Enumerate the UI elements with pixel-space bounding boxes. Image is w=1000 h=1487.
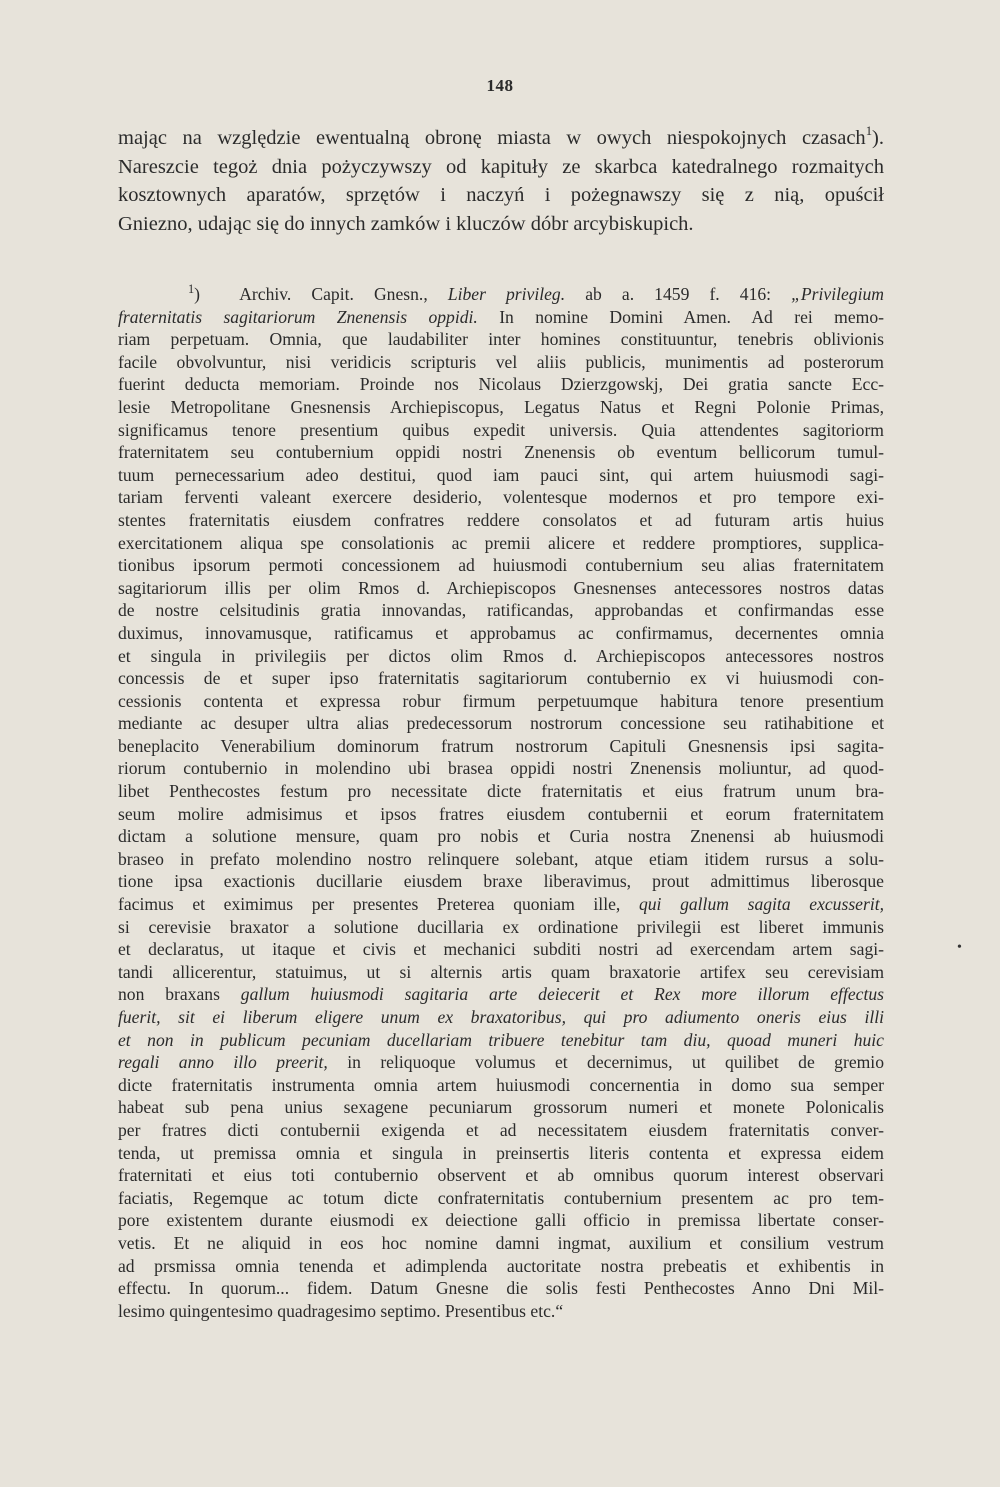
footnote-line: fuerint deducta memoriam. Proinde nos Nicolaus Dzierzgowskj, Dei gratia sancte Ecc- (118, 374, 884, 395)
footnote-line (118, 306, 884, 329)
footnote-line (118, 1051, 884, 1074)
footnote-line: significamus tenore presentium quibus expedit universis. Quia attendentes sagitoriorm (118, 419, 884, 440)
footnote-line-plain: facimus et eximimus per presentes Preterea quoniam ille, (118, 894, 621, 915)
footnote-line-italic: gallum huiusmodi sagitaria arte deiecerit et Rex more illorum effectus (240, 984, 884, 1005)
footnote-line-plain: in reliquoque volumus et decernimus, ut quilibet de gremio (347, 1052, 884, 1073)
footnote-line: ad prsmissa omnia tenenda et adimplenda auctoritate nostra prebeatis et exhibentis in (118, 1255, 884, 1276)
footnote-line (118, 1029, 884, 1052)
footnote-line-italic: qui gallum sagita excusserit, (638, 894, 885, 915)
footnote-line: libet Penthecostes festum pro necessitate dicte fraternitatis et eius fratrum unum bra- (118, 781, 884, 802)
main-text (118, 124, 884, 238)
footnote-source-title: Liber privileg. (447, 284, 566, 304)
page-number: 148 (486, 76, 514, 95)
footnote-line: fraternitati et eius toti contubernio observent et ab omnibus quorum interest observari (118, 1165, 884, 1186)
footnote-line: facile obvolvuntur, nisi veridicis scripturis vel aliis publicis, munimentis ad posterorum (118, 351, 884, 372)
footnote-line: dicte fraternitatis instrumenta omnia artem huiusmodi concernentia in domo sua semper (118, 1074, 884, 1095)
footnote-line: de nostre celsitudinis gratia innovandas, ratificandas, approbandas et confirmandas esse (118, 600, 884, 621)
footnote-line: habeat sub pena unius sexagene pecuniarum grossorum numeri et monete Polonicalis (118, 1097, 884, 1118)
footnote-line: seum molire admisimus et ipsos fratres eiusdem contubernii et eorum fraternitatem (118, 803, 884, 824)
footnote-line: vetis. Et ne aliquid in eos hoc nomine damni ingmat, auxilium et consilium vestrum (118, 1232, 884, 1253)
footnote-marker-tail: ) (194, 284, 201, 304)
footnote-line: tionibus ipsorum permoti concessionem ad huiusmodi contubernium seu alias fraternitatem (118, 555, 884, 576)
footnote-line: exercitationem aliqua spe consolationis ac premii alicere et reddere promptiores, supplica- (118, 532, 884, 553)
footnote-line: et singula in privilegiis per dictos olim Rmos d. Archiepiscopos antecessores nostros (118, 645, 884, 666)
footnote-line (118, 1006, 884, 1029)
footnote-line: stentes fraternitatis eiusdem confratres reddere consolatos et ad futuram artis huius (118, 509, 884, 530)
footnote-line: effectu. In quorum... fidem. Datum Gnesne die solis festi Penthecostes Anno Dni Mil- (118, 1278, 884, 1299)
footnote-line-rest: In nomine Domini Amen. Ad rei memo- (499, 306, 884, 327)
footnote-line (118, 983, 884, 1006)
footnote-line: riam perpetuam. Omnia, que laudabiliter inter homines constituuntur, tenebris oblivionis (118, 329, 884, 350)
footnote (118, 283, 884, 1322)
text-line: kosztownych aparatów, sprzętów i naczyń i pożegnawszy się z nią, opuścił (118, 184, 884, 206)
footnote-line: riorum contubernio in molendino ubi brasea oppidi nostri Znenensis moliuntur, ad quod- (118, 758, 884, 779)
margin-mark: • (957, 940, 962, 955)
text-line-tail: ). (872, 127, 884, 149)
footnote-line: pore existentem durante eiusmodi ex deiectione galli officio in premissa libertate conser- (118, 1210, 884, 1231)
footnote-line: si cerevisie braxator a solutione ducillaria ex ordinatione privilegii est liberet immunis (118, 916, 884, 937)
footnote-line: et declaratus, ut itaque et civis et mechanici subditi nostri ad exercendam artem sagi- (118, 939, 884, 960)
footnote-line: tione ipsa exactionis ducillarie eiusdem braxe liberavimus, prout admittimus liberosque (118, 871, 884, 892)
footnote-line-italic: et non in publicum pecuniam ducellariam tribuere tenebitur tam diu, quoad muneri huic (118, 1029, 884, 1050)
footnote-quote-open: „Privilegium (791, 284, 884, 304)
footnote-line: per fratres dicti contubernii exigenda et ad necessitatem eiusdem fraternitatis conver- (118, 1119, 884, 1140)
footnote-line: fraternitatem seu contubernium oppidi nostri Znenensis ob eventum bellicorum tumul- (118, 442, 884, 463)
footnote-line: duximus, innovamusque, ratificamus et approbamus ac confirmamus, decernentes omnia (118, 622, 884, 643)
footnote-line: tenda, ut premissa omnia et singula in preinsertis literis contenta et expressa eidem (118, 1142, 884, 1163)
footnote-line: concessis de et super ipso fraternitatis sagitariorum contubernio ex vi huiusmodi con- (118, 668, 884, 689)
footnote-line: mediante ac desuper ultra alias predecessorum nostrorum concessione seu ratihabitione et (118, 713, 884, 734)
footnote-source-ref: ab a. 1459 f. 416: (585, 284, 772, 304)
footnote-document-title: fraternitatis sagitariorum Znenensis oppidi. (118, 306, 478, 327)
footnote-line: tariam ferventi valeant exercere desiderio, volentesque modernos et pro tempore exi- (118, 487, 884, 508)
footnote-line: tandi allicerentur, statuimus, ut si alternis artis quam braxatorie artifex seu cerevisiam (118, 961, 884, 982)
footnote-line (118, 893, 884, 916)
text-line (118, 124, 884, 153)
main-paragraph (118, 124, 884, 238)
footnote-reference[interactable]: 1 (865, 123, 873, 138)
footnote-line: lesimo quingentesimo quadragesimo septimo. Presentibus etc.“ (118, 1300, 564, 1321)
footnote-line: tuum pernecessarium adeo destitui, quod iam pauci sint, qui artem huiusmodi sagi- (118, 464, 884, 485)
footnote-line-plain: non braxans (118, 984, 220, 1005)
footnote-archive: Archiv. Capit. Gnesn., (239, 284, 428, 304)
text-line: Nareszcie tegoż dnia pożyczywszy od kapituły ze skarbca katedralnego rozmaitych (118, 155, 884, 178)
footnote-line-italic: regali anno illo preerit, (118, 1052, 328, 1073)
footnote-line-italic: fuerit, sit ei liberum eligere unum ex braxatoribus, qui pro adiumento oneris eius illi (118, 1007, 884, 1027)
text-line-content: mając na względzie ewentualną obronę miasta w owych niespokojnych czasach (118, 127, 866, 149)
footnote-line: braseo in prefato molendino nostro relinquere solebant, atque etiam itidem rursus a solu- (118, 848, 884, 869)
footnote-marker: 1 (188, 282, 195, 297)
footnote-line: beneplacito Venerabilium dominorum fratrum nostrorum Capituli Gnesnensis ipsi sagita- (118, 735, 884, 756)
text-line: Gniezno, udając się do innych zamków i kluczów dóbr arcybiskupich. (118, 212, 694, 235)
footnote-paragraph (118, 283, 884, 1322)
footnote-line: lesie Metropolitane Gnesnensis Archiepiscopus, Legatus Natus et Regni Polonie Primas, (118, 396, 884, 417)
footnote-line: sagitariorum illis per olim Rmos d. Archiepiscopos Gnesnenses antecessores nostros datas (118, 577, 884, 598)
footnote-line: faciatis, Regemque ac totum dicte confraternitatis contubernium presentem ac pro tem- (118, 1187, 884, 1208)
footnote-line (118, 283, 884, 306)
footnote-line: dictam a solutione mensure, quam pro nobis et Curia nostra Znenensi ab huiusmodi (118, 826, 884, 847)
footnote-line: cessionis contenta et expressa robur firmum perpetuumque habitura tenore presentium (118, 690, 884, 711)
